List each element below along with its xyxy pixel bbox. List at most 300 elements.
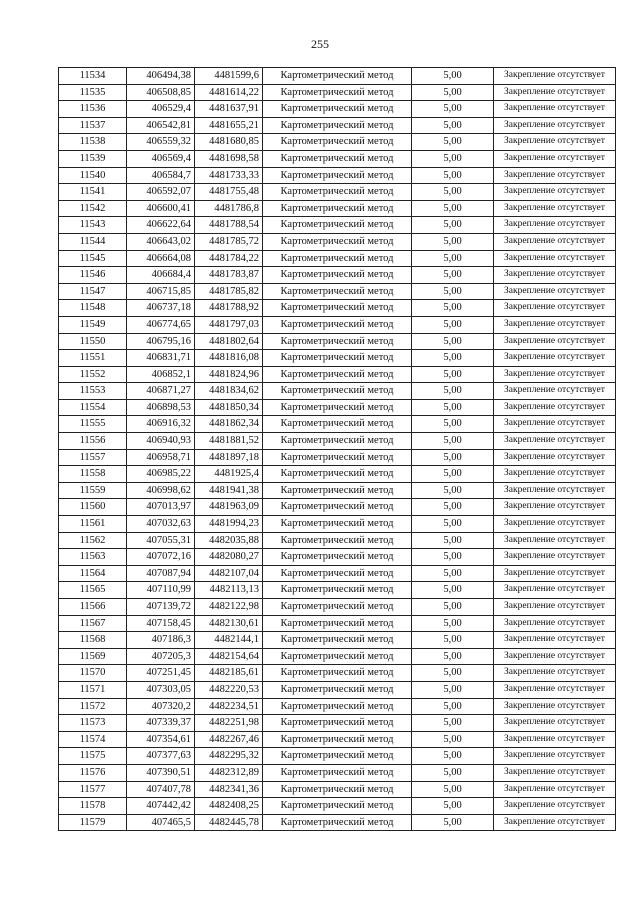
precision-cell: 5,00	[412, 117, 494, 134]
point-number-cell: 11541	[59, 184, 127, 201]
precision-cell: 5,00	[412, 449, 494, 466]
method-cell: Картометрический метод	[263, 184, 412, 201]
method-cell: Картометрический метод	[263, 217, 412, 234]
fixing-description-cell: Закрепление отсутствует	[494, 267, 616, 284]
point-number-cell: 11562	[59, 532, 127, 549]
point-number-cell: 11573	[59, 715, 127, 732]
x-coordinate-cell: 406737,18	[127, 300, 195, 317]
precision-cell: 5,00	[412, 549, 494, 566]
y-coordinate-cell: 4481925,4	[195, 466, 263, 483]
table-row	[59, 549, 616, 566]
x-coordinate-cell: 407320,2	[127, 698, 195, 715]
precision-cell: 5,00	[412, 399, 494, 416]
table-row	[59, 615, 616, 632]
x-coordinate-cell: 407251,45	[127, 665, 195, 682]
fixing-description-cell: Закрепление отсутствует	[494, 615, 616, 632]
x-coordinate-cell: 407407,78	[127, 781, 195, 798]
fixing-description-cell: Закрепление отсутствует	[494, 764, 616, 781]
method-cell: Картометрический метод	[263, 516, 412, 533]
precision-cell: 5,00	[412, 582, 494, 599]
fixing-description-cell: Закрепление отсутствует	[494, 300, 616, 317]
y-coordinate-cell: 4481834,62	[195, 383, 263, 400]
y-coordinate-cell: 4481785,72	[195, 233, 263, 250]
precision-cell: 5,00	[412, 250, 494, 267]
x-coordinate-cell: 406494,38	[127, 68, 195, 85]
x-coordinate-cell: 407390,51	[127, 764, 195, 781]
point-number-cell: 11545	[59, 250, 127, 267]
method-cell: Картометрический метод	[263, 499, 412, 516]
precision-cell: 5,00	[412, 333, 494, 350]
method-cell: Картометрический метод	[263, 449, 412, 466]
method-cell: Картометрический метод	[263, 599, 412, 616]
point-number-cell: 11556	[59, 433, 127, 450]
method-cell: Картометрический метод	[263, 267, 412, 284]
point-number-cell: 11553	[59, 383, 127, 400]
point-number-cell: 11539	[59, 150, 127, 167]
fixing-description-cell: Закрепление отсутствует	[494, 333, 616, 350]
precision-cell: 5,00	[412, 565, 494, 582]
point-number-cell: 11561	[59, 516, 127, 533]
fixing-description-cell: Закрепление отсутствует	[494, 200, 616, 217]
precision-cell: 5,00	[412, 283, 494, 300]
point-number-cell: 11567	[59, 615, 127, 632]
point-number-cell: 11537	[59, 117, 127, 134]
table-row	[59, 101, 616, 118]
fixing-description-cell: Закрепление отсутствует	[494, 101, 616, 118]
table-row	[59, 333, 616, 350]
table-row	[59, 68, 616, 85]
y-coordinate-cell: 4482035,88	[195, 532, 263, 549]
precision-cell: 5,00	[412, 698, 494, 715]
y-coordinate-cell: 4481733,33	[195, 167, 263, 184]
point-number-cell: 11574	[59, 731, 127, 748]
point-number-cell: 11568	[59, 632, 127, 649]
point-number-cell: 11551	[59, 350, 127, 367]
point-number-cell: 11552	[59, 366, 127, 383]
point-number-cell: 11536	[59, 101, 127, 118]
precision-cell: 5,00	[412, 416, 494, 433]
point-number-cell: 11560	[59, 499, 127, 516]
table-row	[59, 350, 616, 367]
fixing-description-cell: Закрепление отсутствует	[494, 715, 616, 732]
method-cell: Картометрический метод	[263, 814, 412, 831]
table-row	[59, 516, 616, 533]
method-cell: Картометрический метод	[263, 466, 412, 483]
x-coordinate-cell: 407186,3	[127, 632, 195, 649]
fixing-description-cell: Закрепление отсутствует	[494, 499, 616, 516]
y-coordinate-cell: 4482295,32	[195, 748, 263, 765]
point-number-cell: 11565	[59, 582, 127, 599]
precision-cell: 5,00	[412, 615, 494, 632]
method-cell: Картометрический метод	[263, 350, 412, 367]
point-number-cell: 11569	[59, 648, 127, 665]
point-number-cell: 11576	[59, 764, 127, 781]
point-number-cell: 11540	[59, 167, 127, 184]
point-number-cell: 11550	[59, 333, 127, 350]
precision-cell: 5,00	[412, 383, 494, 400]
y-coordinate-cell: 4482107,04	[195, 565, 263, 582]
table-row	[59, 482, 616, 499]
point-number-cell: 11544	[59, 233, 127, 250]
precision-cell: 5,00	[412, 731, 494, 748]
table-row	[59, 748, 616, 765]
x-coordinate-cell: 407013,97	[127, 499, 195, 516]
point-number-cell: 11549	[59, 316, 127, 333]
precision-cell: 5,00	[412, 532, 494, 549]
y-coordinate-cell: 4481680,85	[195, 134, 263, 151]
fixing-description-cell: Закрепление отсутствует	[494, 698, 616, 715]
y-coordinate-cell: 4481963,09	[195, 499, 263, 516]
method-cell: Картометрический метод	[263, 532, 412, 549]
method-cell: Картометрический метод	[263, 781, 412, 798]
y-coordinate-cell: 4482267,46	[195, 731, 263, 748]
y-coordinate-cell: 4481797,03	[195, 316, 263, 333]
x-coordinate-cell: 407205,3	[127, 648, 195, 665]
table-row	[59, 798, 616, 815]
fixing-description-cell: Закрепление отсутствует	[494, 599, 616, 616]
y-coordinate-cell: 4481862,34	[195, 416, 263, 433]
fixing-description-cell: Закрепление отсутствует	[494, 449, 616, 466]
x-coordinate-cell: 407110,99	[127, 582, 195, 599]
table-row	[59, 283, 616, 300]
table-row	[59, 416, 616, 433]
method-cell: Картометрический метод	[263, 565, 412, 582]
method-cell: Картометрический метод	[263, 117, 412, 134]
point-number-cell: 11543	[59, 217, 127, 234]
x-coordinate-cell: 406958,71	[127, 449, 195, 466]
table-row	[59, 449, 616, 466]
x-coordinate-cell: 406898,53	[127, 399, 195, 416]
fixing-description-cell: Закрепление отсутствует	[494, 466, 616, 483]
point-number-cell: 11559	[59, 482, 127, 499]
fixing-description-cell: Закрепление отсутствует	[494, 134, 616, 151]
y-coordinate-cell: 4482312,89	[195, 764, 263, 781]
fixing-description-cell: Закрепление отсутствует	[494, 549, 616, 566]
y-coordinate-cell: 4481881,52	[195, 433, 263, 450]
x-coordinate-cell: 406622,64	[127, 217, 195, 234]
method-cell: Картометрический метод	[263, 748, 412, 765]
x-coordinate-cell: 407354,61	[127, 731, 195, 748]
table-row	[59, 681, 616, 698]
fixing-description-cell: Закрепление отсутствует	[494, 582, 616, 599]
point-number-cell: 11558	[59, 466, 127, 483]
y-coordinate-cell: 4481788,54	[195, 217, 263, 234]
table-row	[59, 665, 616, 682]
table-row	[59, 599, 616, 616]
x-coordinate-cell: 406871,27	[127, 383, 195, 400]
y-coordinate-cell: 4481783,87	[195, 267, 263, 284]
table-row	[59, 632, 616, 649]
method-cell: Картометрический метод	[263, 681, 412, 698]
method-cell: Картометрический метод	[263, 316, 412, 333]
x-coordinate-cell: 406529,4	[127, 101, 195, 118]
point-number-cell: 11563	[59, 549, 127, 566]
point-number-cell: 11572	[59, 698, 127, 715]
precision-cell: 5,00	[412, 798, 494, 815]
y-coordinate-cell: 4482445,78	[195, 814, 263, 831]
method-cell: Картометрический метод	[263, 233, 412, 250]
point-number-cell: 11575	[59, 748, 127, 765]
table-row	[59, 648, 616, 665]
precision-cell: 5,00	[412, 300, 494, 317]
y-coordinate-cell: 4481850,34	[195, 399, 263, 416]
precision-cell: 5,00	[412, 516, 494, 533]
fixing-description-cell: Закрепление отсутствует	[494, 366, 616, 383]
point-number-cell: 11555	[59, 416, 127, 433]
method-cell: Картометрический метод	[263, 383, 412, 400]
x-coordinate-cell: 407072,16	[127, 549, 195, 566]
fixing-description-cell: Закрепление отсутствует	[494, 383, 616, 400]
point-number-cell: 11535	[59, 84, 127, 101]
precision-cell: 5,00	[412, 101, 494, 118]
method-cell: Картометрический метод	[263, 333, 412, 350]
fixing-description-cell: Закрепление отсутствует	[494, 250, 616, 267]
precision-cell: 5,00	[412, 781, 494, 798]
page-number: 255	[311, 37, 329, 51]
method-cell: Картометрический метод	[263, 731, 412, 748]
table-row	[59, 316, 616, 333]
precision-cell: 5,00	[412, 134, 494, 151]
precision-cell: 5,00	[412, 665, 494, 682]
precision-cell: 5,00	[412, 715, 494, 732]
fixing-description-cell: Закрепление отсутствует	[494, 433, 616, 450]
y-coordinate-cell: 4481786,8	[195, 200, 263, 217]
table-row	[59, 383, 616, 400]
fixing-description-cell: Закрепление отсутствует	[494, 399, 616, 416]
x-coordinate-cell: 406569,4	[127, 150, 195, 167]
method-cell: Картометрический метод	[263, 648, 412, 665]
fixing-description-cell: Закрепление отсутствует	[494, 167, 616, 184]
method-cell: Картометрический метод	[263, 200, 412, 217]
table-row	[59, 167, 616, 184]
precision-cell: 5,00	[412, 648, 494, 665]
x-coordinate-cell: 406715,85	[127, 283, 195, 300]
fixing-description-cell: Закрепление отсутствует	[494, 283, 616, 300]
y-coordinate-cell: 4482113,13	[195, 582, 263, 599]
point-number-cell: 11571	[59, 681, 127, 698]
fixing-description-cell: Закрепление отсутствует	[494, 814, 616, 831]
x-coordinate-cell: 407139,72	[127, 599, 195, 616]
y-coordinate-cell: 4482080,27	[195, 549, 263, 566]
method-cell: Картометрический метод	[263, 582, 412, 599]
point-number-cell: 11578	[59, 798, 127, 815]
table-row	[59, 117, 616, 134]
y-coordinate-cell: 4481941,38	[195, 482, 263, 499]
x-coordinate-cell: 406508,85	[127, 84, 195, 101]
fixing-description-cell: Закрепление отсутствует	[494, 84, 616, 101]
precision-cell: 5,00	[412, 167, 494, 184]
precision-cell: 5,00	[412, 366, 494, 383]
method-cell: Картометрический метод	[263, 167, 412, 184]
x-coordinate-cell: 406852,1	[127, 366, 195, 383]
table-row	[59, 233, 616, 250]
table-row	[59, 250, 616, 267]
x-coordinate-cell: 406559,32	[127, 134, 195, 151]
precision-cell: 5,00	[412, 233, 494, 250]
y-coordinate-cell: 4482220,53	[195, 681, 263, 698]
method-cell: Картометрический метод	[263, 632, 412, 649]
fixing-description-cell: Закрепление отсутствует	[494, 648, 616, 665]
method-cell: Картометрический метод	[263, 68, 412, 85]
x-coordinate-cell: 406584,7	[127, 167, 195, 184]
point-number-cell: 11579	[59, 814, 127, 831]
fixing-description-cell: Закрепление отсутствует	[494, 68, 616, 85]
method-cell: Картометрический метод	[263, 416, 412, 433]
y-coordinate-cell: 4482251,98	[195, 715, 263, 732]
method-cell: Картометрический метод	[263, 798, 412, 815]
y-coordinate-cell: 4482154,64	[195, 648, 263, 665]
fixing-description-cell: Закрепление отсутствует	[494, 184, 616, 201]
method-cell: Картометрический метод	[263, 134, 412, 151]
method-cell: Картометрический метод	[263, 482, 412, 499]
fixing-description-cell: Закрепление отсутствует	[494, 117, 616, 134]
table-row	[59, 184, 616, 201]
coordinates-table-body	[59, 68, 616, 831]
table-row	[59, 582, 616, 599]
precision-cell: 5,00	[412, 433, 494, 450]
table-row	[59, 300, 616, 317]
method-cell: Картометрический метод	[263, 764, 412, 781]
precision-cell: 5,00	[412, 814, 494, 831]
method-cell: Картометрический метод	[263, 250, 412, 267]
y-coordinate-cell: 4481784,22	[195, 250, 263, 267]
x-coordinate-cell: 406831,71	[127, 350, 195, 367]
precision-cell: 5,00	[412, 764, 494, 781]
point-number-cell: 11542	[59, 200, 127, 217]
y-coordinate-cell: 4481655,21	[195, 117, 263, 134]
table-row	[59, 466, 616, 483]
point-number-cell: 11564	[59, 565, 127, 582]
fixing-description-cell: Закрепление отсутствует	[494, 233, 616, 250]
y-coordinate-cell: 4482122,98	[195, 599, 263, 616]
precision-cell: 5,00	[412, 466, 494, 483]
x-coordinate-cell: 406774,65	[127, 316, 195, 333]
y-coordinate-cell: 4481897,18	[195, 449, 263, 466]
point-number-cell: 11548	[59, 300, 127, 317]
point-number-cell: 11566	[59, 599, 127, 616]
table-row	[59, 217, 616, 234]
y-coordinate-cell: 4482341,36	[195, 781, 263, 798]
table-row	[59, 200, 616, 217]
y-coordinate-cell: 4481824,96	[195, 366, 263, 383]
precision-cell: 5,00	[412, 267, 494, 284]
y-coordinate-cell: 4482408,25	[195, 798, 263, 815]
point-number-cell: 11546	[59, 267, 127, 284]
table-row	[59, 267, 616, 284]
x-coordinate-cell: 407055,31	[127, 532, 195, 549]
precision-cell: 5,00	[412, 84, 494, 101]
fixing-description-cell: Закрепление отсутствует	[494, 316, 616, 333]
x-coordinate-cell: 407303,05	[127, 681, 195, 698]
table-row	[59, 532, 616, 549]
method-cell: Картометрический метод	[263, 615, 412, 632]
table-row	[59, 565, 616, 582]
table-row	[59, 698, 616, 715]
y-coordinate-cell: 4482130,61	[195, 615, 263, 632]
precision-cell: 5,00	[412, 632, 494, 649]
point-number-cell: 11534	[59, 68, 127, 85]
y-coordinate-cell: 4482234,51	[195, 698, 263, 715]
method-cell: Картометрический метод	[263, 101, 412, 118]
y-coordinate-cell: 4481785,82	[195, 283, 263, 300]
point-number-cell: 11538	[59, 134, 127, 151]
coordinates-table	[58, 67, 616, 831]
method-cell: Картометрический метод	[263, 665, 412, 682]
y-coordinate-cell: 4481755,48	[195, 184, 263, 201]
point-number-cell: 11557	[59, 449, 127, 466]
table-row	[59, 814, 616, 831]
x-coordinate-cell: 407442,42	[127, 798, 195, 815]
method-cell: Картометрический метод	[263, 366, 412, 383]
fixing-description-cell: Закрепление отсутствует	[494, 665, 616, 682]
fixing-description-cell: Закрепление отсутствует	[494, 781, 616, 798]
precision-cell: 5,00	[412, 184, 494, 201]
table-row	[59, 781, 616, 798]
table-row	[59, 150, 616, 167]
x-coordinate-cell: 406795,16	[127, 333, 195, 350]
fixing-description-cell: Закрепление отсутствует	[494, 632, 616, 649]
table-row	[59, 399, 616, 416]
x-coordinate-cell: 407339,37	[127, 715, 195, 732]
y-coordinate-cell: 4481788,92	[195, 300, 263, 317]
method-cell: Картометрический метод	[263, 283, 412, 300]
x-coordinate-cell: 406985,22	[127, 466, 195, 483]
y-coordinate-cell: 4481698,58	[195, 150, 263, 167]
precision-cell: 5,00	[412, 499, 494, 516]
x-coordinate-cell: 406592,07	[127, 184, 195, 201]
x-coordinate-cell: 407158,45	[127, 615, 195, 632]
y-coordinate-cell: 4481599,6	[195, 68, 263, 85]
fixing-description-cell: Закрепление отсутствует	[494, 217, 616, 234]
x-coordinate-cell: 406684,4	[127, 267, 195, 284]
fixing-description-cell: Закрепление отсутствует	[494, 482, 616, 499]
x-coordinate-cell: 406998,62	[127, 482, 195, 499]
fixing-description-cell: Закрепление отсутствует	[494, 516, 616, 533]
method-cell: Картометрический метод	[263, 549, 412, 566]
precision-cell: 5,00	[412, 350, 494, 367]
fixing-description-cell: Закрепление отсутствует	[494, 798, 616, 815]
method-cell: Картометрический метод	[263, 433, 412, 450]
table-row	[59, 134, 616, 151]
precision-cell: 5,00	[412, 150, 494, 167]
fixing-description-cell: Закрепление отсутствует	[494, 681, 616, 698]
point-number-cell: 11554	[59, 399, 127, 416]
fixing-description-cell: Закрепление отсутствует	[494, 731, 616, 748]
method-cell: Картометрический метод	[263, 84, 412, 101]
y-coordinate-cell: 4482185,61	[195, 665, 263, 682]
method-cell: Картометрический метод	[263, 715, 412, 732]
precision-cell: 5,00	[412, 681, 494, 698]
precision-cell: 5,00	[412, 599, 494, 616]
x-coordinate-cell: 407377,63	[127, 748, 195, 765]
y-coordinate-cell: 4481816,08	[195, 350, 263, 367]
precision-cell: 5,00	[412, 200, 494, 217]
table-row	[59, 499, 616, 516]
table-row	[59, 84, 616, 101]
fixing-description-cell: Закрепление отсутствует	[494, 532, 616, 549]
point-number-cell: 11570	[59, 665, 127, 682]
precision-cell: 5,00	[412, 482, 494, 499]
y-coordinate-cell: 4481614,22	[195, 84, 263, 101]
precision-cell: 5,00	[412, 217, 494, 234]
table-row	[59, 731, 616, 748]
table-row	[59, 366, 616, 383]
x-coordinate-cell: 406916,32	[127, 416, 195, 433]
point-number-cell: 11577	[59, 781, 127, 798]
method-cell: Картометрический метод	[263, 698, 412, 715]
table-row	[59, 764, 616, 781]
fixing-description-cell: Закрепление отсутствует	[494, 150, 616, 167]
